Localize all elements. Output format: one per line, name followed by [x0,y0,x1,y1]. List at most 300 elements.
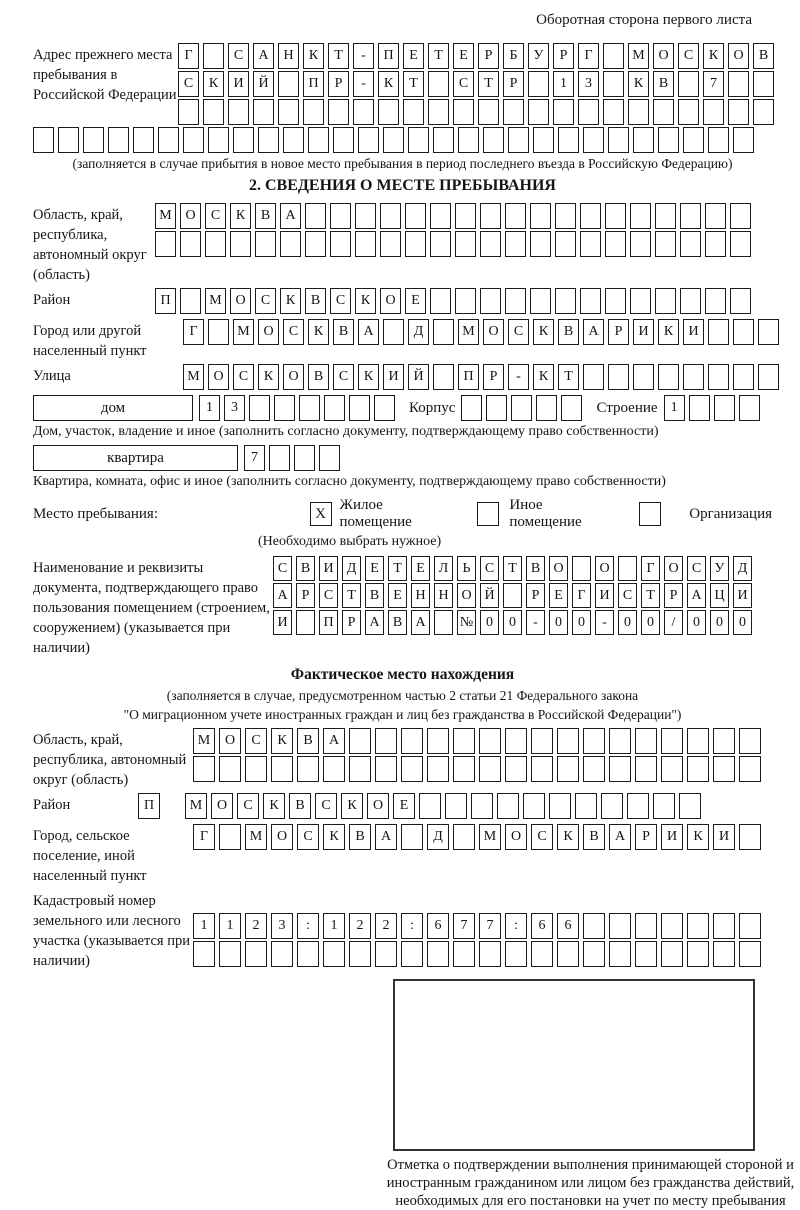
char-cell[interactable] [578,99,599,125]
char-cell[interactable] [655,203,676,229]
char-cell[interactable]: М [628,43,649,69]
char-cell[interactable]: Й [253,71,274,97]
char-cell[interactable]: О [380,288,401,314]
char-cell[interactable] [358,127,379,153]
char-cell[interactable]: К [230,203,251,229]
char-cell[interactable]: О [549,556,568,581]
char-cell[interactable]: С [319,583,338,608]
char-cell[interactable] [349,395,370,421]
char-cell[interactable] [330,203,351,229]
char-cell[interactable] [323,941,345,967]
char-cell[interactable]: Т [328,43,349,69]
char-cell[interactable] [608,127,629,153]
char-cell[interactable]: К [378,71,399,97]
char-cell[interactable]: Б [503,43,524,69]
char-cell[interactable] [305,203,326,229]
char-cell[interactable] [739,756,761,782]
char-cell[interactable]: Н [278,43,299,69]
char-cell[interactable]: Д [342,556,361,581]
char-cell[interactable] [705,231,726,257]
char-cell[interactable]: У [710,556,729,581]
char-cell[interactable] [483,127,504,153]
char-cell[interactable]: К [533,364,554,390]
char-cell[interactable] [531,941,553,967]
char-cell[interactable]: М [245,824,267,850]
char-cell[interactable]: И [661,824,683,850]
char-cell[interactable] [703,99,724,125]
char-cell[interactable]: Е [405,288,426,314]
char-cell[interactable]: Д [408,319,429,345]
char-cell[interactable] [627,793,649,819]
apartment-type-box[interactable]: квартира [33,445,238,471]
char-cell[interactable] [680,203,701,229]
char-cell[interactable] [630,231,651,257]
char-cell[interactable] [405,231,426,257]
char-cell[interactable]: Л [434,556,453,581]
char-cell[interactable]: С [178,71,199,97]
char-cell[interactable] [434,610,453,635]
char-cell[interactable] [228,99,249,125]
char-cell[interactable]: Й [480,583,499,608]
char-cell[interactable]: Т [342,583,361,608]
char-cell[interactable] [233,127,254,153]
char-cell[interactable] [505,203,526,229]
char-cell[interactable]: Г [178,43,199,69]
char-cell[interactable] [505,941,527,967]
char-cell[interactable]: М [458,319,479,345]
char-cell[interactable]: О [211,793,233,819]
char-cell[interactable] [630,288,651,314]
char-cell[interactable] [280,231,301,257]
char-cell[interactable]: С [480,556,499,581]
char-cell[interactable] [628,99,649,125]
char-cell[interactable]: К [557,824,579,850]
char-cell[interactable]: А [687,583,706,608]
char-cell[interactable] [713,728,735,754]
char-cell[interactable] [297,941,319,967]
char-cell[interactable] [601,793,623,819]
char-cell[interactable]: С [315,793,337,819]
char-cell[interactable] [583,127,604,153]
char-cell[interactable]: М [193,728,215,754]
char-cell[interactable]: 1 [553,71,574,97]
char-cell[interactable] [683,364,704,390]
char-cell[interactable]: С [687,556,706,581]
char-cell[interactable]: Р [478,43,499,69]
char-cell[interactable]: Р [328,71,349,97]
char-cell[interactable]: Н [434,583,453,608]
char-cell[interactable] [630,203,651,229]
char-cell[interactable] [583,728,605,754]
char-cell[interactable] [609,941,631,967]
char-cell[interactable]: 2 [245,913,267,939]
char-cell[interactable] [531,728,553,754]
char-cell[interactable]: 0 [641,610,660,635]
char-cell[interactable]: 0 [618,610,637,635]
char-cell[interactable]: П [319,610,338,635]
char-cell[interactable] [219,824,241,850]
char-cell[interactable]: 3 [578,71,599,97]
char-cell[interactable] [180,288,201,314]
char-cell[interactable] [458,127,479,153]
char-cell[interactable] [753,71,774,97]
char-cell[interactable] [205,231,226,257]
char-cell[interactable]: О [653,43,674,69]
char-cell[interactable]: А [253,43,274,69]
char-cell[interactable]: А [609,824,631,850]
char-cell[interactable]: К [271,728,293,754]
char-cell[interactable] [355,203,376,229]
char-cell[interactable]: Т [403,71,424,97]
char-cell[interactable] [401,728,423,754]
char-cell[interactable]: А [365,610,384,635]
char-cell[interactable]: Г [641,556,660,581]
char-cell[interactable] [533,127,554,153]
char-cell[interactable]: В [365,583,384,608]
char-cell[interactable] [401,824,423,850]
char-cell[interactable] [705,288,726,314]
char-cell[interactable] [687,941,709,967]
char-cell[interactable]: И [713,824,735,850]
char-cell[interactable] [739,824,761,850]
char-cell[interactable]: / [664,610,683,635]
char-cell[interactable]: Р [526,583,545,608]
char-cell[interactable]: Р [483,364,504,390]
char-cell[interactable] [269,445,290,471]
char-cell[interactable] [661,941,683,967]
char-cell[interactable]: А [375,824,397,850]
checkbox-residential[interactable]: X [310,502,332,526]
char-cell[interactable] [349,756,371,782]
char-cell[interactable] [430,203,451,229]
char-cell[interactable]: В [255,203,276,229]
char-cell[interactable]: С [228,43,249,69]
char-cell[interactable] [330,231,351,257]
char-cell[interactable] [580,288,601,314]
char-cell[interactable] [714,395,735,421]
char-cell[interactable]: В [296,556,315,581]
char-cell[interactable]: В [753,43,774,69]
char-cell[interactable]: К [533,319,554,345]
char-cell[interactable]: К [341,793,363,819]
char-cell[interactable] [158,127,179,153]
char-cell[interactable]: : [505,913,527,939]
checkbox-organization[interactable] [639,502,661,526]
char-cell[interactable] [635,728,657,754]
char-cell[interactable]: А [583,319,604,345]
char-cell[interactable] [455,203,476,229]
char-cell[interactable]: А [280,203,301,229]
char-cell[interactable]: А [358,319,379,345]
char-cell[interactable]: К [280,288,301,314]
char-cell[interactable]: 2 [375,913,397,939]
char-cell[interactable]: С [453,71,474,97]
char-cell[interactable] [739,395,760,421]
char-cell[interactable] [661,728,683,754]
char-cell[interactable] [461,395,482,421]
char-cell[interactable]: 1 [219,913,241,939]
char-cell[interactable] [687,913,709,939]
char-cell[interactable] [278,99,299,125]
char-cell[interactable] [155,231,176,257]
char-cell[interactable] [728,71,749,97]
char-cell[interactable] [549,793,571,819]
char-cell[interactable] [603,99,624,125]
char-cell[interactable] [374,395,395,421]
char-cell[interactable] [328,99,349,125]
char-cell[interactable] [180,231,201,257]
char-cell[interactable] [528,99,549,125]
char-cell[interactable]: С [333,364,354,390]
char-cell[interactable]: : [401,913,423,939]
char-cell[interactable] [739,941,761,967]
char-cell[interactable]: С [283,319,304,345]
char-cell[interactable] [503,99,524,125]
char-cell[interactable]: А [323,728,345,754]
char-cell[interactable] [713,941,735,967]
char-cell[interactable] [349,728,371,754]
char-cell[interactable] [453,824,475,850]
char-cell[interactable] [383,319,404,345]
char-cell[interactable] [661,913,683,939]
char-cell[interactable] [687,756,709,782]
char-cell[interactable]: О [283,364,304,390]
char-cell[interactable] [580,231,601,257]
char-cell[interactable]: М [205,288,226,314]
char-cell[interactable]: В [653,71,674,97]
char-cell[interactable] [303,99,324,125]
char-cell[interactable]: 0 [572,610,591,635]
char-cell[interactable] [430,231,451,257]
char-cell[interactable] [583,364,604,390]
char-cell[interactable] [530,231,551,257]
char-cell[interactable]: - [508,364,529,390]
char-cell[interactable] [430,288,451,314]
char-cell[interactable] [758,319,779,345]
char-cell[interactable]: Ь [457,556,476,581]
char-cell[interactable] [633,364,654,390]
char-cell[interactable] [635,941,657,967]
char-cell[interactable]: Т [388,556,407,581]
char-cell[interactable] [299,395,320,421]
char-cell[interactable] [453,756,475,782]
char-cell[interactable]: И [273,610,292,635]
char-cell[interactable] [531,756,553,782]
char-cell[interactable] [258,127,279,153]
char-cell[interactable]: А [273,583,292,608]
char-cell[interactable]: О [367,793,389,819]
char-cell[interactable]: - [353,71,374,97]
char-cell[interactable]: В [526,556,545,581]
char-cell[interactable] [403,99,424,125]
char-cell[interactable] [375,941,397,967]
char-cell[interactable] [583,913,605,939]
char-cell[interactable] [380,231,401,257]
char-cell[interactable] [580,203,601,229]
char-cell[interactable]: Г [572,583,591,608]
char-cell[interactable]: О [219,728,241,754]
char-cell[interactable] [219,756,241,782]
char-cell[interactable] [178,99,199,125]
char-cell[interactable] [658,127,679,153]
char-cell[interactable]: С [245,728,267,754]
char-cell[interactable] [557,728,579,754]
char-cell[interactable] [375,756,397,782]
char-cell[interactable] [427,756,449,782]
char-cell[interactable]: 1 [193,913,215,939]
char-cell[interactable] [653,99,674,125]
char-cell[interactable] [83,127,104,153]
char-cell[interactable]: К [703,43,724,69]
char-cell[interactable]: Е [403,43,424,69]
char-cell[interactable] [380,203,401,229]
char-cell[interactable] [453,941,475,967]
char-cell[interactable]: 7 [453,913,475,939]
char-cell[interactable]: Р [664,583,683,608]
char-cell[interactable] [609,756,631,782]
char-cell[interactable] [183,127,204,153]
char-cell[interactable] [203,99,224,125]
char-cell[interactable]: С [330,288,351,314]
char-cell[interactable]: Н [411,583,430,608]
char-cell[interactable] [758,364,779,390]
char-cell[interactable]: Т [478,71,499,97]
char-cell[interactable] [572,556,591,581]
char-cell[interactable] [708,364,729,390]
char-cell[interactable]: О [457,583,476,608]
char-cell[interactable] [245,941,267,967]
char-cell[interactable] [353,99,374,125]
char-cell[interactable] [294,445,315,471]
char-cell[interactable]: С [205,203,226,229]
char-cell[interactable] [655,231,676,257]
char-cell[interactable] [508,127,529,153]
char-cell[interactable]: С [233,364,254,390]
char-cell[interactable] [605,288,626,314]
char-cell[interactable] [271,756,293,782]
char-cell[interactable] [271,941,293,967]
char-cell[interactable] [296,610,315,635]
char-cell[interactable] [428,99,449,125]
char-cell[interactable] [609,913,631,939]
char-cell[interactable] [661,756,683,782]
char-cell[interactable]: Г [578,43,599,69]
char-cell[interactable]: Г [183,319,204,345]
char-cell[interactable]: 0 [710,610,729,635]
char-cell[interactable]: Р [635,824,657,850]
char-cell[interactable]: 0 [549,610,568,635]
char-cell[interactable]: Р [608,319,629,345]
char-cell[interactable] [433,364,454,390]
char-cell[interactable]: М [155,203,176,229]
char-cell[interactable] [108,127,129,153]
char-cell[interactable] [575,793,597,819]
char-cell[interactable] [555,288,576,314]
char-cell[interactable] [555,203,576,229]
char-cell[interactable]: С [297,824,319,850]
char-cell[interactable]: П [378,43,399,69]
char-cell[interactable]: П [155,288,176,314]
char-cell[interactable]: У [528,43,549,69]
char-cell[interactable] [58,127,79,153]
char-cell[interactable] [708,127,729,153]
char-cell[interactable]: К [628,71,649,97]
char-cell[interactable] [486,395,507,421]
char-cell[interactable]: Р [503,71,524,97]
char-cell[interactable] [609,728,631,754]
char-cell[interactable]: О [595,556,614,581]
char-cell[interactable]: В [583,824,605,850]
char-cell[interactable] [324,395,345,421]
char-cell[interactable] [274,395,295,421]
char-cell[interactable]: В [289,793,311,819]
char-cell[interactable]: С [237,793,259,819]
char-cell[interactable] [471,793,493,819]
char-cell[interactable]: К [658,319,679,345]
char-cell[interactable]: О [258,319,279,345]
char-cell[interactable]: О [664,556,683,581]
char-cell[interactable] [455,288,476,314]
char-cell[interactable]: Р [296,583,315,608]
char-cell[interactable] [283,127,304,153]
char-cell[interactable]: К [358,364,379,390]
char-cell[interactable]: Т [641,583,660,608]
char-cell[interactable] [428,71,449,97]
char-cell[interactable] [705,203,726,229]
char-cell[interactable] [557,941,579,967]
char-cell[interactable] [253,99,274,125]
char-cell[interactable]: О [483,319,504,345]
char-cell[interactable] [608,364,629,390]
char-cell[interactable]: 6 [531,913,553,939]
char-cell[interactable] [730,203,751,229]
char-cell[interactable] [375,728,397,754]
char-cell[interactable] [678,99,699,125]
char-cell[interactable]: В [305,288,326,314]
char-cell[interactable] [728,99,749,125]
char-cell[interactable] [405,203,426,229]
char-cell[interactable]: Д [733,556,752,581]
char-cell[interactable] [658,364,679,390]
char-cell[interactable] [555,231,576,257]
char-cell[interactable] [455,231,476,257]
char-cell[interactable] [680,288,701,314]
char-cell[interactable] [480,231,501,257]
char-cell[interactable] [655,288,676,314]
char-cell[interactable]: К [203,71,224,97]
char-cell[interactable]: В [349,824,371,850]
char-cell[interactable] [193,941,215,967]
char-cell[interactable]: С [508,319,529,345]
char-cell[interactable]: И [733,583,752,608]
char-cell[interactable] [505,231,526,257]
char-cell[interactable]: К [323,824,345,850]
char-cell[interactable] [193,756,215,782]
char-cell[interactable] [427,941,449,967]
char-cell[interactable]: Р [553,43,574,69]
char-cell[interactable]: 0 [503,610,522,635]
char-cell[interactable] [739,728,761,754]
char-cell[interactable]: О [208,364,229,390]
char-cell[interactable] [433,127,454,153]
char-cell[interactable] [355,231,376,257]
char-cell[interactable]: Т [503,556,522,581]
char-cell[interactable] [497,793,519,819]
char-cell[interactable] [680,231,701,257]
char-cell[interactable] [503,583,522,608]
char-cell[interactable]: 0 [687,610,706,635]
char-cell[interactable] [530,203,551,229]
